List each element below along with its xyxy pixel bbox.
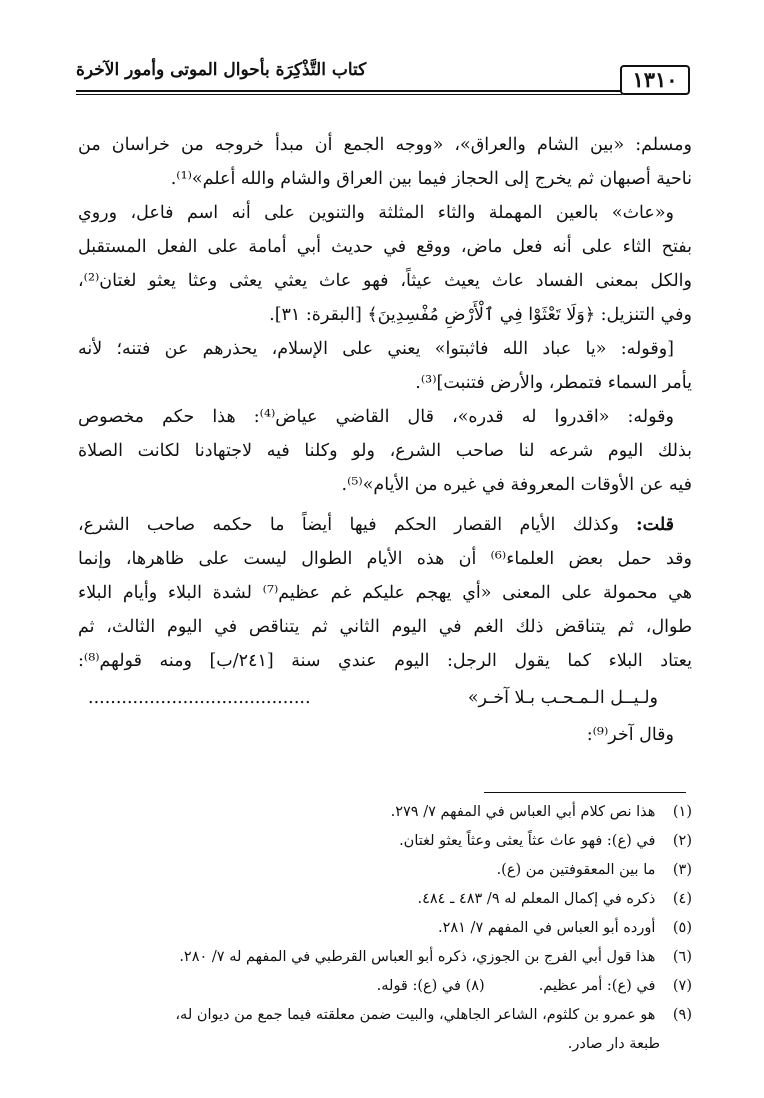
text-line: [وقوله: «يا عباد الله فاثبتوا» يعني على الإسلام، يحذرهم عن فتنه؛ لأنه bbox=[78, 339, 674, 359]
text-line: يعتاد البلاء كما يقول الرجل: اليوم عندي سنة [٢٤١/ب] ومنه قولهم⁽⁸⁾: bbox=[78, 651, 692, 671]
footnote-inline bbox=[377, 972, 485, 1001]
footnote-separator bbox=[484, 792, 686, 793]
text-line bbox=[78, 508, 692, 542]
main-text bbox=[78, 128, 692, 752]
text-line: فيه عن الأوقات المعروفة في غيره من الأيام»⁽⁵⁾. bbox=[341, 475, 692, 495]
footnote bbox=[78, 972, 692, 1001]
footnote-text: هو عمرو بن كلثوم، الشاعر الجاهلي، والبيت ضمن معلقته فيما جمع من ديوان له، bbox=[175, 1007, 656, 1023]
qult-label: قلت: bbox=[636, 515, 674, 535]
footnote-text: في (ع): قوله. bbox=[376, 978, 461, 994]
text-line: ومسلم: «بين الشام والعراق»، «ووجه الجمع أن مبدأ خروجه من خراسان من bbox=[78, 135, 692, 155]
text-line: وقد حمل بعض العلماء⁽⁶⁾ أن هذه الأيام الطوال ليست على ظاهرها، وإنما bbox=[78, 549, 692, 569]
page-number: ١٣١٠ bbox=[620, 65, 690, 95]
text-line-content: وكذلك الأيام القصار الحكم فيها أيضاً ما حكمه صاحب الشرع، bbox=[78, 515, 619, 535]
footnote bbox=[78, 856, 692, 885]
poetry-verse bbox=[78, 678, 692, 718]
text-line: طوال، ثم يتناقض ذلك الغم في اليوم الثاني ثم يتناقص في اليوم الثالث، ثم bbox=[78, 617, 692, 637]
text-line: ناحية أصبهان ثم يخرج إلى الحجاز فيما بين العراق والشام والله أعلم»⁽¹⁾. bbox=[170, 169, 692, 189]
footnote bbox=[78, 1001, 692, 1030]
footnote-number: (٤) bbox=[672, 891, 692, 907]
text-line: وفي التنزيل: ﴿وَلَا تَعْثَوْا فِي ٱلْأَرْضِ مُفْسِدِينَ﴾ [البقرة: ٣١]. bbox=[269, 305, 692, 325]
footnote-number: (٦) bbox=[672, 949, 692, 965]
footnote-number: (٣) bbox=[672, 862, 692, 878]
footnote-text: في (ع): أمر عظيم. bbox=[538, 978, 656, 994]
footnote-number: (٨) bbox=[465, 978, 485, 994]
footnote bbox=[78, 943, 692, 972]
footnote-text: هذا قول أبي الفرج بن الجوزي، ذكره أبو العباس القرطبي في المفهم له ٧/ ٢٨٠. bbox=[179, 949, 656, 965]
running-book-title: كتاب التَّذْكِرَة بأحوال الموتى وأمور الآخرة bbox=[76, 60, 367, 80]
footnote-continuation: طبعة دار صادر. bbox=[567, 1036, 660, 1052]
footnote-text: أورده أبو العباس في المفهم ٧/ ٢٨١. bbox=[437, 920, 656, 936]
text-line: بفتح الثاء على أنه فعل ماض، ووقع في حديث أبي أمامة على الفعل المستقبل bbox=[78, 237, 692, 257]
text-line: و«عاث» بالعين المهملة والثاء المثلثة والتنوين على أنه اسم فاعل، وروي bbox=[78, 203, 674, 223]
text-line: بذلك اليوم شرعه لنا صاحب الشرع، ولو وكلنا فيه لاجتهادنا لكانت الصلاة bbox=[78, 441, 692, 461]
footnote-number: (٩) bbox=[672, 1007, 692, 1023]
page-header bbox=[76, 50, 690, 100]
header-rule bbox=[76, 90, 622, 92]
text-line: هي محمولة على المعنى «أي يهجم عليكم غم عظيم⁽⁷⁾ لشدة البلاء وأيام البلاء bbox=[78, 583, 692, 603]
footnote-text: ما بين المعقوفتين من (ع). bbox=[496, 862, 656, 878]
text-line: والكل بمعنى الفساد عاث يعيث عيثاً، فهو عاث يعثي يعثى وعثا يعثو لغتان⁽²⁾، bbox=[78, 271, 692, 291]
footnote-text: هذا نص كلام أبي العباس في المفهم ٧/ ٢٧٩. bbox=[390, 804, 656, 820]
text-line: وقال آخر⁽⁹⁾: bbox=[586, 725, 674, 745]
footnote-number: (٢) bbox=[672, 833, 692, 849]
text-line: يأمر السماء فتمطر، والأرض فتنبت]⁽³⁾. bbox=[415, 373, 692, 393]
text-line: وقوله: «اقدروا له قدره»، قال القاضي عياض⁽⁴⁾: هذا حكم مخصوص bbox=[78, 407, 674, 427]
verse-hemistich-right: ولـيــل الـمـحـب بـلا آخـر» bbox=[467, 688, 658, 708]
footnote bbox=[78, 885, 692, 914]
footnote bbox=[78, 827, 692, 856]
footnote-number: (٧) bbox=[672, 978, 692, 994]
footnote-number: (١) bbox=[672, 804, 692, 820]
verse-hemistich-left: ........................................ bbox=[88, 688, 311, 708]
footnote bbox=[78, 798, 692, 827]
footnote-text: في (ع): فهو عاث عثاً يعثى وعثاً يعثو لغتان. bbox=[399, 833, 656, 849]
header-rule-thin bbox=[76, 94, 622, 95]
footnote bbox=[78, 914, 692, 943]
footnote-number: (٥) bbox=[672, 920, 692, 936]
footnotes bbox=[78, 798, 692, 1059]
footnote-text: ذكره في إكمال المعلم له ٩/ ٤٨٣ ـ ٤٨٤. bbox=[417, 891, 656, 907]
